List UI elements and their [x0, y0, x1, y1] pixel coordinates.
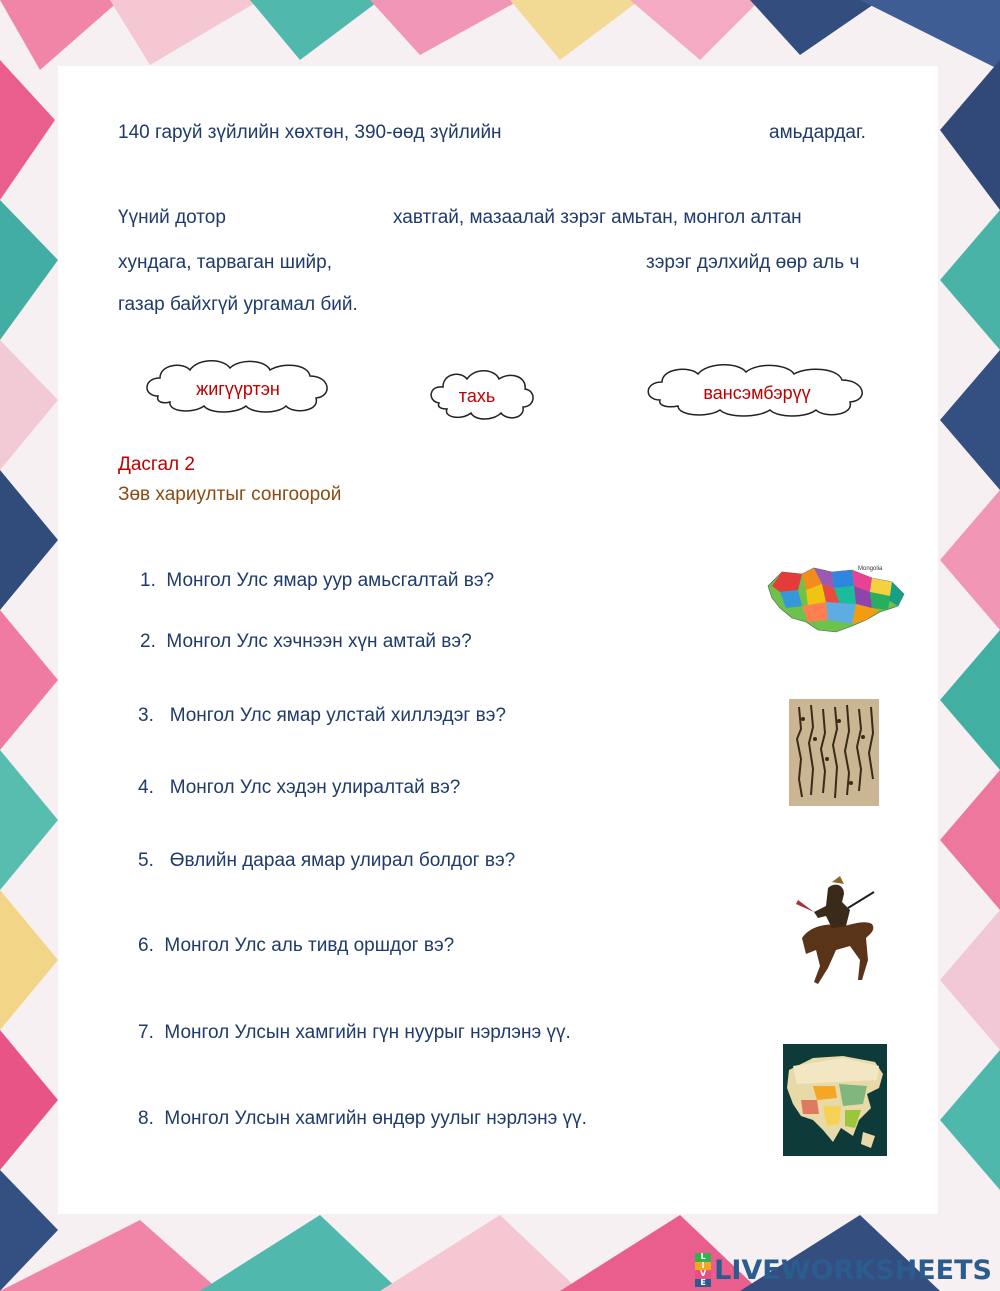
word-bank-item-1[interactable]: жигүүртэн [196, 379, 280, 399]
horseman-image[interactable] [788, 868, 882, 988]
question-1: 1. Монгол Улс ямар уур амьсгалтай вэ? [140, 570, 495, 591]
question-8: 8. Монгол Улсын хамгийн өндөр уулыг нэрлэнэ үү. [138, 1108, 587, 1129]
answer-blank-1[interactable] [548, 120, 762, 148]
question-5: 5. Өвлийн дараа ямар улирал болдог вэ? [138, 850, 516, 871]
paragraph1-part2: амьдардаг. [769, 122, 866, 143]
mongolia-map-image[interactable] [762, 560, 910, 638]
question-3: 3. Монгол Улс ямар улстай хиллэдэг вэ? [138, 705, 506, 726]
paragraph2-line3: газар байхгүй ургамал бий. [118, 294, 358, 315]
answer-blank-2[interactable] [243, 205, 387, 233]
exercise-instruction: Зөв хариултыг сонгоорой [118, 484, 342, 505]
exercise-title: Дасгал 2 [118, 454, 195, 475]
word-bank-item-3[interactable]: вансэмбэрүү [703, 383, 811, 403]
answer-blank-3[interactable] [362, 250, 641, 278]
map-label: Mongolia [858, 566, 883, 572]
question-4: 4. Монгол Улс хэдэн улиралтай вэ? [138, 777, 461, 798]
question-7: 7. Монгол Улсын хамгийн гүн нуурыг нэрлэнэ үү. [138, 1022, 571, 1043]
live-logo-icon: L I V E [695, 1253, 711, 1287]
question-2: 2. Монгол Улс хэчнээн хүн амтай вэ? [140, 631, 472, 652]
paragraph1-part1: 140 гаруй зүйлийн хөхтөн, 390-өөд зүйлийн [118, 122, 502, 143]
paragraph2-line2b: зэрэг дэлхийд өөр аль ч [646, 252, 860, 273]
watermark-text: LIVEWORKSHEETS [714, 1254, 992, 1286]
asia-map-image[interactable] [783, 1044, 887, 1156]
paragraph2-line2a: хундага, тарваган шийр, [118, 252, 333, 273]
word-bank-item-2[interactable]: тахь [458, 386, 496, 406]
mongol-script-image[interactable] [789, 699, 879, 806]
question-6: 6. Монгол Улс аль тивд оршдог вэ? [138, 935, 455, 956]
liveworksheets-watermark [695, 1253, 992, 1287]
paragraph2-line1a: Үүний дотор [118, 207, 226, 228]
paragraph2-line1b: хавтгай, мазаалай зэрэг амьтан, монгол алтан [393, 207, 802, 228]
